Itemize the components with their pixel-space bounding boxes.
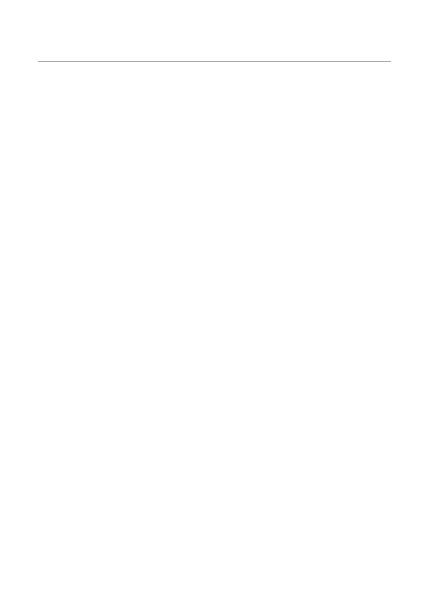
header-rule [38, 61, 391, 62]
reference-list [38, 166, 391, 574]
